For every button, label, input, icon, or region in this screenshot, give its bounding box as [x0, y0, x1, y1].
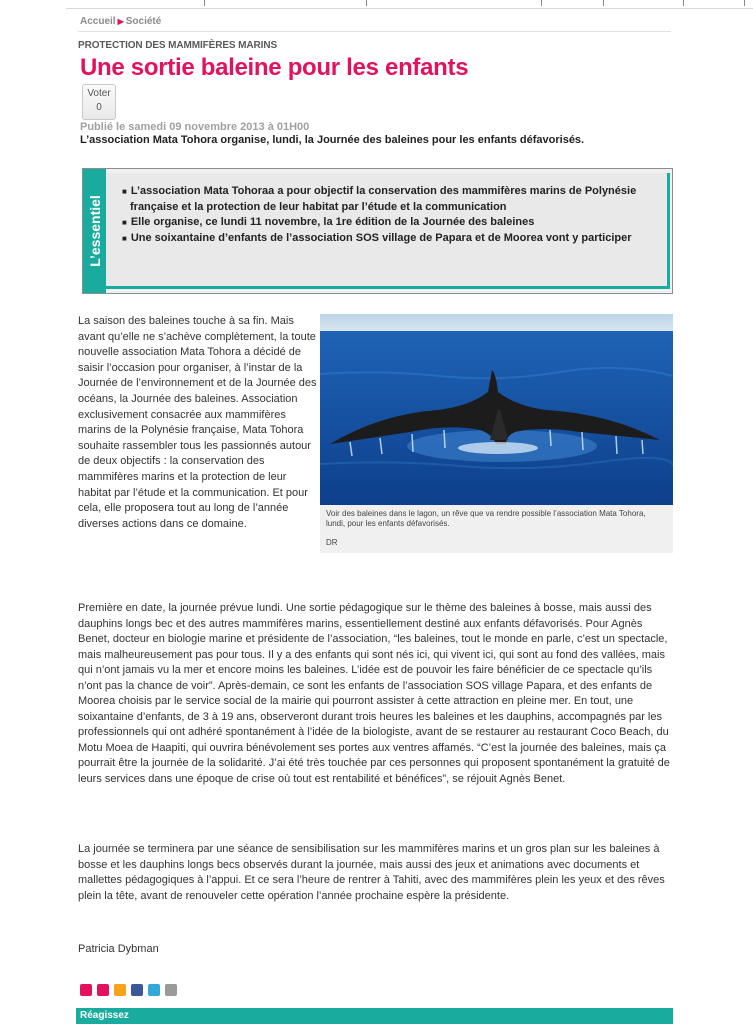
share-toolbar	[80, 984, 182, 998]
essentiel-item: ■ Elle organise, ce lundi 11 novembre, la 1re édition de la Journée des baleines	[122, 215, 667, 231]
breadcrumb	[80, 16, 161, 27]
photo-credit: DR	[326, 538, 338, 547]
facebook-icon[interactable]	[131, 984, 143, 996]
photo-caption: Voir des baleines dans le lagon, un rêve que va rendre possible l’association Mata Tohora, lundi, pour les enfants défavorisés.	[326, 509, 646, 528]
article-author: Patricia Dybman	[78, 943, 159, 955]
vote-count: 0	[96, 102, 102, 113]
essentiel-list	[106, 173, 667, 246]
breadcrumb-home-link[interactable]: Accueil	[80, 16, 116, 27]
article-title: Une sortie baleine pour les enfants	[80, 54, 469, 81]
twitter-icon[interactable]	[148, 984, 160, 996]
article-paragraph: La journée se terminera par une séance de sensibilisation sur les mammifères marins et un gros plan sur les baleines à bosse et les dauphins longs becs observés durant la journée, mais aussi des jeux et animations avec documents et mallettes pédagogiques à l’appui. Et ce sera l’heure de rentrer à Tahiti, avec des mammifères plein les yeux et des rêves plein la tête, avant de renouveler cette opération l’année prochaine espère la présidente.	[78, 843, 665, 902]
essentiel-item: ■ L’association Mata Tohoraa a pour objectif la conservation des mammifères marins de Polynésie française et la protection de leur habitat par l’étude et la communication	[122, 184, 667, 215]
chevron-right-icon: ▶	[117, 17, 124, 26]
bookmark-icon[interactable]	[165, 984, 177, 996]
essentiel-item: ■ Une soixantaine d’enfants de l’association SOS village de Papara et de Moorea vont y participer	[122, 231, 667, 247]
essentiel-tab-label: L’essentiel	[86, 195, 103, 267]
article-intro: La saison des baleines touche à sa fin. Mais avant qu’elle ne s’achève complètement, la toute nouvelle association Mata Tohora a décidé de saisir l’occasion pour organiser, à l’instar de la Journée de l’environnement et de la Journée des océans, la Journée des baleines. Association exclusivement consacrée aux mammifères marins de la Polynésie française, Mata Tohora souhaite rassembler tous les passionnés autour de deux objectifs : la conservation des mammifères marins et la protection de leur habitat par l’étude et la communication. Et pour cela, elle proposera tout au long de l’année diverses actions dans ce domaine.	[78, 315, 317, 530]
email-icon[interactable]	[97, 984, 109, 996]
top-navigation-strip	[66, 0, 753, 9]
vote-label: Voter	[87, 88, 111, 99]
article-kicker: PROTECTION DES MAMMIFÈRES MARINS	[78, 40, 278, 51]
essentiel-content	[106, 173, 670, 289]
whale-tail-image	[320, 314, 673, 505]
essentiel-tab	[83, 169, 106, 293]
reactions-header[interactable]: Réagissez	[76, 1008, 673, 1024]
essentiel-box	[82, 168, 673, 294]
divider	[78, 31, 671, 32]
print-icon[interactable]	[80, 984, 92, 996]
article-photo[interactable]	[320, 314, 673, 553]
article-paragraph: Première en date, la journée prévue lundi. Une sortie pédagogique sur le thème des baleines à bosse, mais aussi des dauphins longs bec et des autres mammifères marins, essentiellement destiné aux enfants défavorisés. Pour Agnès Benet, docteur en biologie marine et présidente de l’association, “les baleines, tout le monde en parle, c’est un spectacle, mais malheureusement pas pour tous. Il y a des enfants qui sont nés ici, qui vivent ici, qui sont au fond des vallées, mais qui n’ont jamais vu la mer et encore moins les baleines. L’idée est de pouvoir les faire bénéficier de ce spectacle qu’ils n’ont pas la chance de voir”. Après-demain, ce sont les enfants de l’association SOS village Papara, et des enfants de Moorea choisis par le service social de la mairie qui pourront assister à cette attraction en pleine mer. En tout, une soixantaine d’enfants, de 3 à 19 ans, observeront durant trois heures les baleines et les dauphins, accompagnés par les professionnels qui ont adhéré spontanément à l’idée de la biologiste, avant de se restaurer au restaurant Coco Beach, du Motu Moea de Haapiti, qui ouvrira bénévolement ses portes aux ventres affamés. “C’est la journée des baleines, mais ça pourrait être la journée de la solidarité. J’ai été très touchée par ces personnes qui proposent spontanément la gratuité de leurs services dans une époque de crise où tout est rentabilité et bénéfices”, se réjouit Agnès Benet.	[78, 602, 670, 785]
vote-button[interactable]	[82, 84, 116, 120]
article-lede: L’association Mata Tohora organise, lundi, la Journée des baleines pour les enfants défavorisés.	[80, 134, 585, 146]
rss-icon[interactable]	[114, 984, 126, 996]
breadcrumb-section-link[interactable]: Société	[125, 16, 162, 27]
publication-date: Publié le samedi 09 novembre 2013 à 01H00	[80, 121, 310, 133]
